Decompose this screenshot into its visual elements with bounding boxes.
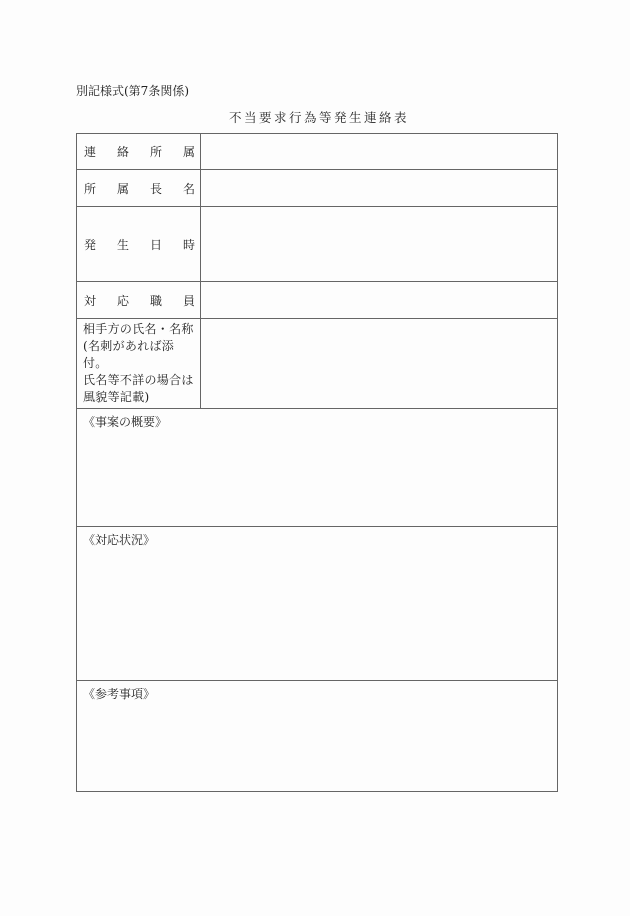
label-char: 長 xyxy=(149,181,162,196)
label-contact-department xyxy=(77,134,201,170)
row-case-summary xyxy=(77,409,558,527)
row-occurrence-datetime xyxy=(77,207,558,282)
label-department-head xyxy=(77,170,201,207)
label-char: 職 xyxy=(149,293,162,308)
field-responding-staff[interactable] xyxy=(201,282,558,319)
label-char: 属 xyxy=(182,145,195,159)
section-label-response-status: 《対応状況》 xyxy=(83,533,156,547)
label-char: 生 xyxy=(116,237,129,252)
document-title: 不当要求行為等発生連絡表 xyxy=(228,110,409,125)
row-reference-notes xyxy=(77,681,558,792)
label-char: 日 xyxy=(149,237,162,252)
form-reference: 別記様式(第7条関係) xyxy=(76,84,189,98)
label-responding-staff xyxy=(77,282,201,319)
section-label-reference-notes: 《参考事項》 xyxy=(83,687,156,701)
label-char: 員 xyxy=(182,293,195,308)
label-char: 対 xyxy=(84,293,97,308)
label-line: 氏名等不詳の場合は xyxy=(83,373,194,387)
label-char: 所 xyxy=(149,145,162,159)
label-counterparty xyxy=(77,319,201,409)
label-line: 風貌等記載) xyxy=(83,390,150,404)
row-response-status xyxy=(77,527,558,681)
label-char: 絡 xyxy=(116,145,129,159)
row-contact-department xyxy=(77,134,558,170)
field-contact-department[interactable] xyxy=(201,134,558,170)
label-char: 連 xyxy=(84,145,97,159)
field-reference-notes[interactable] xyxy=(77,681,558,792)
section-label-case-summary: 《事案の概要》 xyxy=(83,415,168,429)
label-char: 応 xyxy=(116,293,129,308)
label-char: 名 xyxy=(182,181,195,196)
report-form-table xyxy=(76,133,558,792)
field-response-status[interactable] xyxy=(77,527,558,681)
label-char: 発 xyxy=(84,237,97,252)
label-line: 相手方の氏名・名称 xyxy=(83,322,194,336)
row-counterparty xyxy=(77,319,558,409)
field-occurrence-datetime[interactable] xyxy=(201,207,558,282)
field-case-summary[interactable] xyxy=(77,409,558,527)
row-department-head xyxy=(77,170,558,207)
label-char: 所 xyxy=(84,181,97,196)
label-char: 時 xyxy=(182,237,195,252)
label-line: (名刺があれば添付。 xyxy=(83,339,175,370)
label-occurrence-datetime xyxy=(77,207,201,282)
label-char: 属 xyxy=(116,181,129,196)
field-department-head[interactable] xyxy=(201,170,558,207)
field-counterparty[interactable] xyxy=(201,319,558,409)
row-responding-staff xyxy=(77,282,558,319)
